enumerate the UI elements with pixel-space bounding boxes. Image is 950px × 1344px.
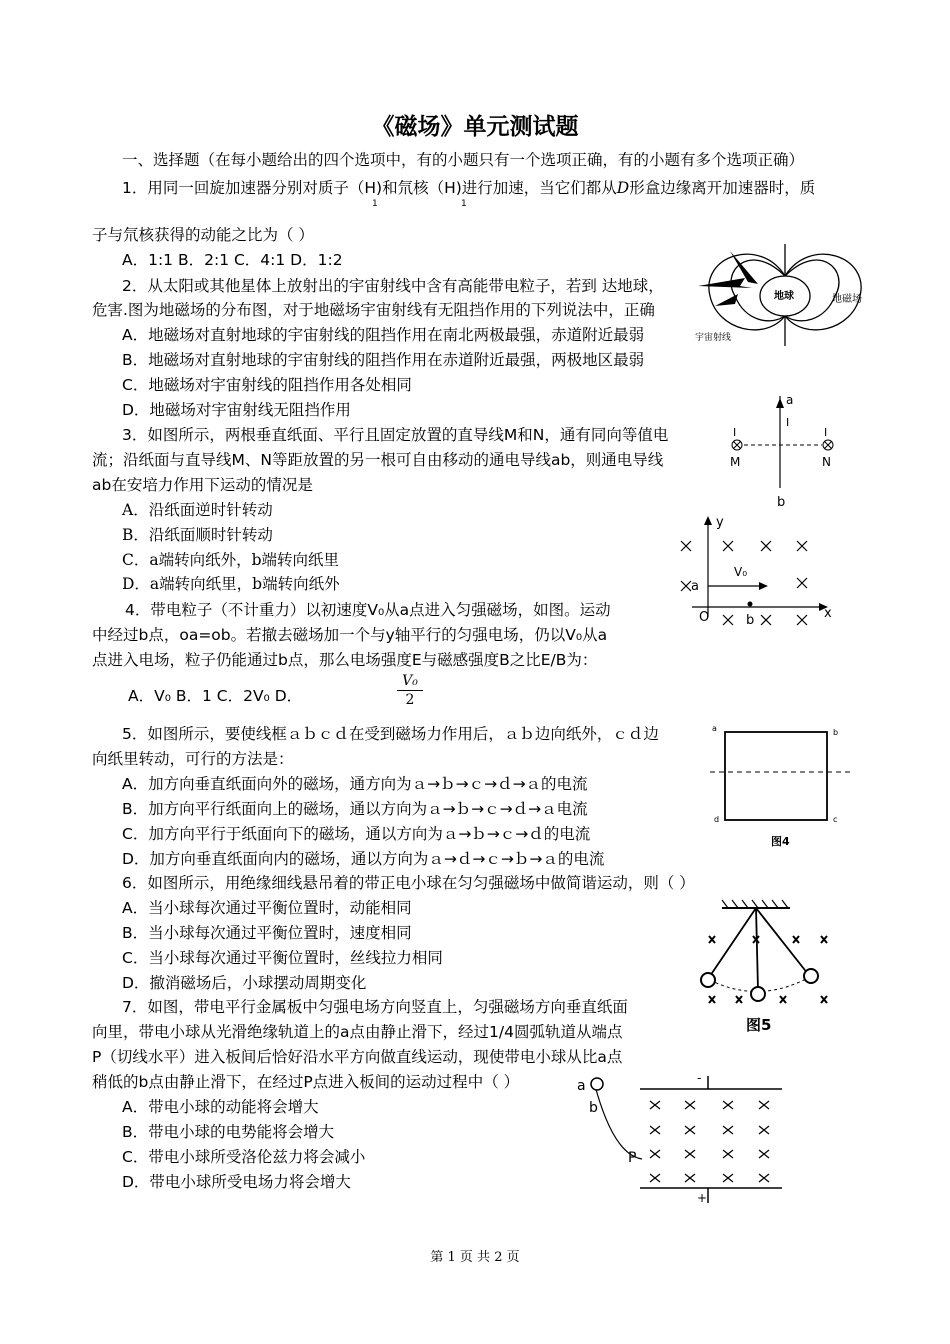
q4-fraction-numerator: V₀ — [397, 672, 423, 691]
earth-label: 地球 — [774, 291, 794, 302]
q3-line2: 流；沿纸面与直导线M、N等距放置的另一根可自由移动的通电导线ab，则通电导线 — [92, 451, 664, 469]
q1-text-a: 1．用同一回旋加速器分别对质子（ — [122, 179, 365, 197]
q7-line3: P（切线水平）进入板间后恰好沿水平方向做直线运动，现使带电小球从比a点 — [92, 1048, 623, 1066]
corner-d-label: d — [714, 815, 720, 824]
n-label: N — [822, 455, 831, 469]
q1-line2: 子与氘核获得的动能之比为（ ） — [92, 226, 314, 244]
track-point-a: a — [577, 1078, 586, 1094]
page-title: 《磁场》单元测试题 — [371, 114, 579, 140]
wire-b-label: b — [777, 495, 786, 510]
figure-5-caption: 图5 — [746, 1016, 772, 1034]
q1-d-label: D — [616, 179, 630, 197]
q1-options: A．1:1 B．2:1 C．4:1 D．1:2 — [122, 251, 343, 269]
q6-option-d: D．撤消磁场后，小球摆动周期变化 — [122, 974, 367, 992]
q4-line2: 中经过b点，oa=ob。若撤去磁场加一个与y轴平行的匀强电场，仍以V₀从a — [92, 626, 608, 644]
q4-fraction-denominator: 2 — [405, 692, 415, 708]
q2-option-d: D．地磁场对宇宙射线无阻挡作用 — [122, 401, 351, 419]
corner-b-label: b — [833, 728, 839, 737]
parallel-wires-figure — [722, 392, 847, 512]
q1-text-c: 形盒边缘离开加速器时，质 — [629, 179, 816, 197]
q6-option-b: B．当小球每次通过平衡位置时，速度相同 — [122, 924, 412, 942]
q6-line1: 6．如图所示，用绝缘细线悬吊着的带正电小球在匀匀强磁场中做简谐运动，则（ ） — [122, 874, 695, 892]
q1-nuclide1: H)和氘核（ — [364, 179, 445, 197]
page-footer: 第 1 页 共 2 页 — [430, 1250, 520, 1265]
q3-option-d: D．a端转向纸里，b端转向纸外 — [122, 575, 340, 593]
point-a-label: a — [691, 579, 699, 594]
q7-option-a: A．带电小球的动能将会增大 — [122, 1098, 319, 1116]
q3-option-c: C．a端转向纸外，b端转向纸里 — [122, 551, 340, 569]
x-axis-label: x — [824, 606, 832, 621]
track-point-b: b — [589, 1100, 598, 1116]
corner-a-label: a — [712, 724, 717, 733]
negative-plate-sign: - — [697, 1071, 702, 1085]
q6-option-c: C．当小球每次通过平衡位置时，丝线拉力相同 — [122, 949, 443, 967]
plates-track-figure — [572, 1068, 792, 1208]
q2-option-b: B．地磁场对直射地球的宇宙射线的阻挡作用在赤道附近最强，两极地区最弱 — [122, 351, 645, 369]
q6-option-a: A．当小球每次通过平衡位置时，动能相同 — [122, 899, 412, 917]
cosmic-ray-label: 宇宙射线 — [695, 333, 732, 343]
track-point-p: P — [628, 1150, 637, 1166]
velocity-label: V₀ — [734, 565, 748, 579]
wire-current-label: I — [786, 416, 790, 429]
q1-subscript-2: 1 — [461, 199, 467, 209]
q5-line2: 向纸里转动，可行的方法是： — [92, 750, 294, 768]
pendulum-figure — [690, 896, 840, 1036]
q7-option-b: B．带电小球的电势能将会增大 — [122, 1123, 335, 1141]
q5-line1: 5．如图所示，要使线框ａｂｃｄ在受到磁场力作用后，ａｂ边向纸外，ｃｄ边 — [122, 725, 659, 743]
q3-option-b: B．沿纸面顺时针转动 — [122, 526, 273, 544]
q4-line3: 点进入电场，粒子仍能通过b点，那么电场强度E与磁感强度B之比E/B为： — [92, 651, 598, 669]
origin-label: O — [699, 610, 710, 625]
particle-field-figure — [672, 512, 842, 632]
q7-option-d: D．带电小球所受电场力将会增大 — [122, 1173, 351, 1191]
q5-option-c: C．加方向平行于纸面向下的磁场，通以方向为ａ→ｂ→ｃ→ｄ的电流 — [122, 825, 591, 843]
q3-option-a: A．沿纸面逆时针转动 — [122, 501, 273, 519]
section-heading: 一、选择题（在每小题给出的四个选项中，有的小题只有一个选项正确，有的小题有多个选项正确） — [122, 151, 805, 169]
y-axis-label: y — [716, 515, 724, 530]
earth-magnetic-field-figure — [690, 236, 880, 351]
m-current-label: I — [733, 426, 737, 439]
corner-c-label: c — [833, 815, 838, 824]
n-current-label: I — [824, 426, 828, 439]
q5-option-a: A．加方向垂直纸面向外的磁场，通方向为ａ→ｂ→ｃ→ｄ→ａ的电流 — [122, 775, 588, 793]
q3-line3: ab在安培力作用下运动的情况是 — [92, 476, 313, 494]
q7-option-c: C．带电小球所受洛伦兹力将会减小 — [122, 1148, 366, 1166]
q2-line2: 危害.图为地磁场的分布图，对于地磁场宇宙射线有无阻挡作用的下列说法中，正确 — [92, 301, 655, 319]
q7-line1: 7．如图，带电平行金属板中匀强电场方向竖直上，匀强磁场方向垂直纸面 — [122, 998, 628, 1016]
figure-4-caption: 图4 — [771, 835, 790, 848]
positive-plate-sign: + — [697, 1191, 708, 1205]
field-label: 地磁场 — [832, 294, 862, 305]
q5-option-b: B．加方向平行纸面向上的磁场，通以方向为ａ→ｂ→ｃ→ｄ→ａ电流 — [122, 800, 588, 818]
q4-fraction — [397, 672, 423, 709]
wire-a-label: a — [786, 393, 794, 407]
q1-line1 — [122, 178, 815, 198]
q4-line1: 4．带电粒子（不计重力）以初速度V₀从a点进入匀强磁场，如图。运动 — [125, 601, 611, 619]
q3-line1: 3．如图所示，两根垂直纸面、平行且固定放置的直导线M和N，通有同向等值电 — [122, 426, 669, 444]
q4-options: A．V₀ B．1 C．2V₀ D． — [128, 687, 303, 705]
q2-option-a: A．地磁场对直射地球的宇宙射线的阻挡作用在南北两极最强，赤道附近最弱 — [122, 326, 645, 344]
wire-frame-figure — [705, 720, 855, 850]
m-label: M — [730, 455, 741, 469]
point-b-label: b — [746, 613, 755, 628]
q1-text-b: H)进行加速，当它们都从 — [444, 179, 617, 197]
q2-option-c: C．地磁场对宇宙射线的阻挡作用各处相同 — [122, 376, 412, 394]
q1-subscript-1: 1 — [372, 199, 378, 209]
q2-line1: 2．从太阳或其他星体上放射出的宇宙射线中含有高能带电粒子，若到 达地球， — [122, 277, 664, 295]
q7-line2: 向里，带电小球从光滑绝缘轨道上的a点由静止滑下，经过1/4圆弧轨道从端点 — [92, 1023, 623, 1041]
q5-option-d: D．加方向垂直纸面向内的磁场，通以方向为ａ→ｄ→ｃ→ｂ→ａ的电流 — [122, 850, 605, 868]
q7-line4: 稍低的b点由静止滑下，在经过P点进入板间的运动过程中（ ） — [92, 1073, 520, 1091]
